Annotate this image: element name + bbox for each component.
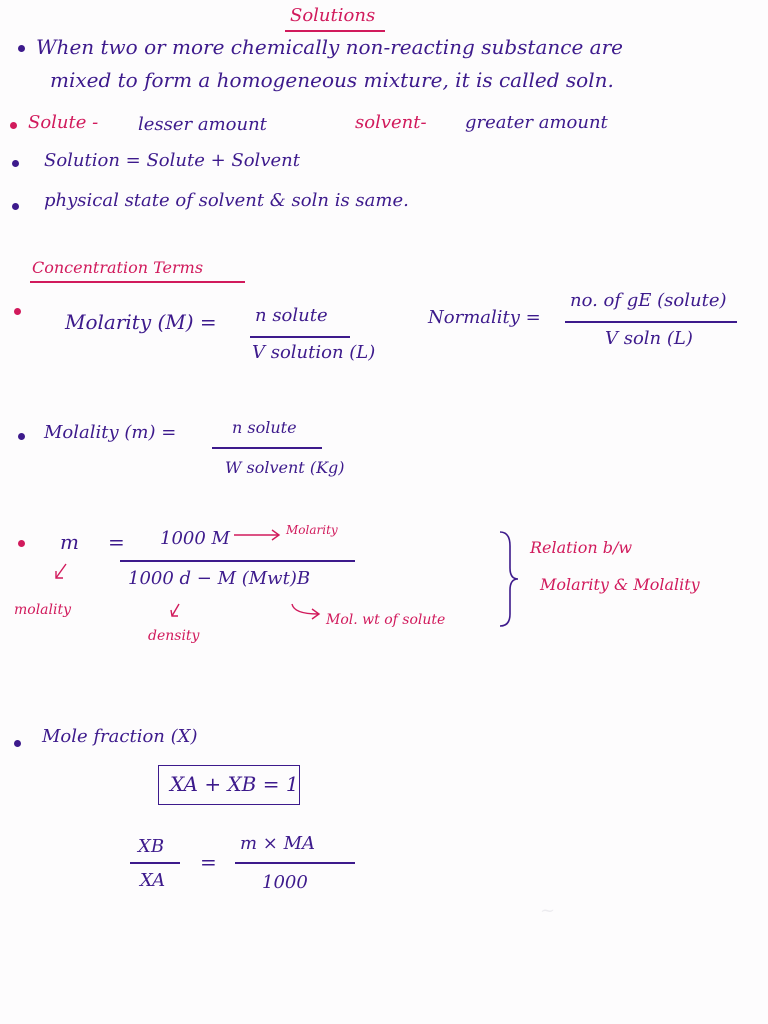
molality-annotation: molality: [14, 602, 72, 618]
fraction-bar: [120, 560, 355, 562]
fraction-bar: [250, 336, 350, 338]
arrow-icon: [234, 528, 286, 542]
physical-state-note: physical state of solvent & soln is same.: [44, 190, 409, 211]
solvent-description: greater amount: [465, 112, 608, 133]
definition-line-1: When two or more chemically non-reacting substance are: [36, 35, 623, 59]
heading-underline: [30, 281, 245, 283]
solution-equation: Solution = Solute + Solvent: [44, 150, 300, 171]
bullet-dot: [18, 433, 25, 440]
mole-fraction-label: Mole fraction (X): [42, 726, 198, 747]
relation-denominator: 1000 d − M (Mwt)B: [128, 568, 311, 589]
definition-line-2: mixed to form a homogeneous mixture, it is called soln.: [50, 68, 614, 92]
relation-lhs: m: [60, 530, 79, 554]
molarity-denominator: V solution (L): [252, 342, 376, 363]
fraction-rhs-numerator: m × MA: [240, 833, 316, 854]
solute-description: lesser amount: [138, 114, 267, 135]
mol-wt-annotation: Mol. wt of solute: [326, 612, 446, 628]
molality-denominator: W solvent (Kg): [225, 458, 345, 477]
molality-numerator: n solute: [232, 418, 297, 437]
molarity-numerator: n solute: [255, 305, 328, 326]
fraction-bar: [235, 862, 355, 864]
density-annotation: density: [148, 628, 200, 644]
molarity-annotation: Molarity: [286, 523, 338, 537]
fraction-bar: [565, 321, 737, 323]
bullet-dot: [18, 540, 25, 547]
page-title: Solutions: [290, 5, 376, 26]
fraction-equals: =: [200, 850, 217, 874]
relation-label-line-2: Molarity & Molality: [540, 575, 700, 594]
bullet-dot: [10, 122, 17, 129]
relation-equals: =: [108, 530, 125, 554]
solvent-label: solvent-: [355, 112, 427, 133]
normality-label: Normality =: [428, 307, 541, 328]
normality-denominator: V soln (L): [605, 328, 693, 349]
fraction-lhs-numerator: XB: [138, 836, 165, 857]
boxed-equation-text: XA + XB = 1: [170, 772, 299, 796]
bullet-dot: [12, 203, 19, 210]
molality-label: Molality (m) =: [44, 422, 177, 443]
molarity-label: Molarity (M) =: [65, 310, 217, 334]
arrow-icon: [52, 562, 72, 582]
curly-brace-icon: [496, 528, 520, 630]
fraction-bar: [130, 862, 180, 864]
bullet-dot: [12, 160, 19, 167]
bullet-dot: [18, 45, 25, 52]
relation-label-line-1: Relation b/w: [530, 538, 633, 557]
normality-numerator: no. of gE (solute): [570, 290, 727, 311]
relation-numerator: 1000 M: [160, 528, 230, 549]
fraction-rhs-denominator: 1000: [262, 872, 308, 893]
title-underline: [285, 30, 385, 32]
fraction-lhs-denominator: XA: [140, 870, 166, 891]
show-through-text: ~: [540, 900, 556, 921]
arrow-icon: [168, 602, 184, 620]
concentration-heading: Concentration Terms: [32, 258, 204, 277]
bullet-dot: [14, 740, 21, 747]
solute-label: Solute -: [28, 112, 99, 133]
bullet-dot: [14, 308, 21, 315]
arrow-icon: [290, 602, 324, 624]
fraction-bar: [212, 447, 322, 449]
